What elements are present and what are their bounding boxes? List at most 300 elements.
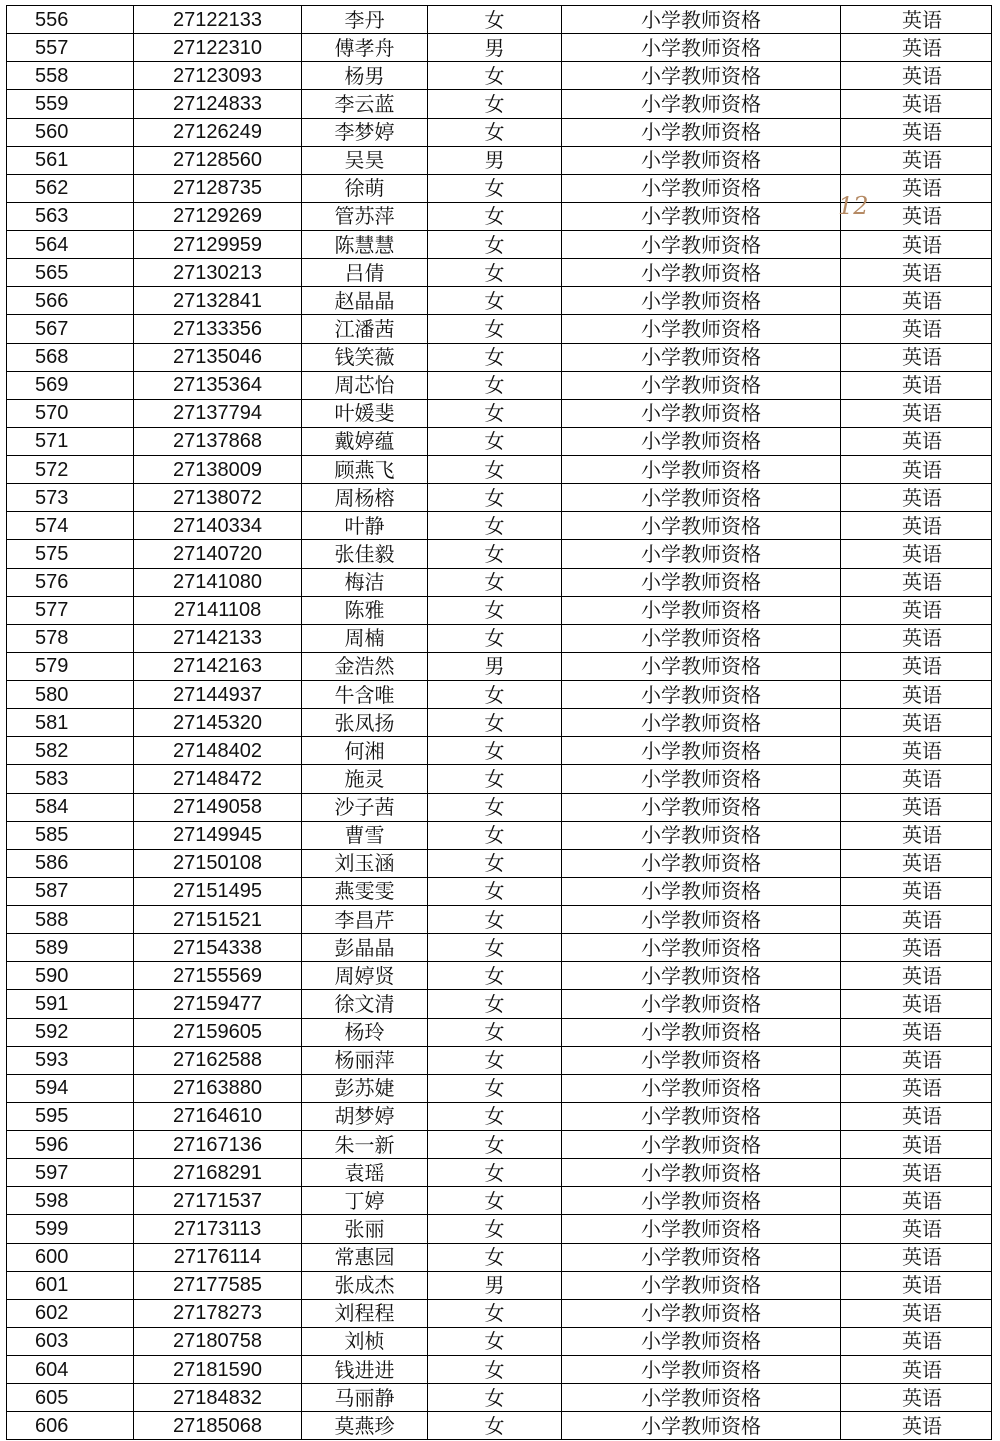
exam-number-cell: 27167136 bbox=[134, 1131, 302, 1159]
name-cell: 戴婷蕴 bbox=[302, 427, 428, 455]
name-cell: 李云蓝 bbox=[302, 90, 428, 118]
gender-cell: 女 bbox=[428, 596, 562, 624]
qualification-cell: 小学教师资格 bbox=[562, 681, 841, 709]
name-cell: 袁瑶 bbox=[302, 1159, 428, 1187]
qualification-cell: 小学教师资格 bbox=[562, 990, 841, 1018]
name-cell: 刘玉涵 bbox=[302, 849, 428, 877]
table-row bbox=[7, 343, 992, 371]
row-index-cell: 580 bbox=[7, 681, 134, 709]
exam-number-cell: 27132841 bbox=[134, 287, 302, 315]
exam-number-cell: 27141080 bbox=[134, 568, 302, 596]
name-cell: 李昌芹 bbox=[302, 906, 428, 934]
subject-cell: 英语 bbox=[841, 596, 992, 624]
subject-cell: 英语 bbox=[841, 1271, 992, 1299]
gender-cell: 女 bbox=[428, 849, 562, 877]
name-cell: 赵晶晶 bbox=[302, 287, 428, 315]
table-row bbox=[7, 877, 992, 905]
gender-cell: 女 bbox=[428, 709, 562, 737]
qualification-cell: 小学教师资格 bbox=[562, 1131, 841, 1159]
gender-cell: 男 bbox=[428, 146, 562, 174]
table-row bbox=[7, 371, 992, 399]
qualification-cell: 小学教师资格 bbox=[562, 62, 841, 90]
table-row bbox=[7, 90, 992, 118]
qualification-cell: 小学教师资格 bbox=[562, 540, 841, 568]
gender-cell: 女 bbox=[428, 1356, 562, 1384]
row-index-cell: 558 bbox=[7, 62, 134, 90]
exam-number-cell: 27154338 bbox=[134, 934, 302, 962]
qualification-cell: 小学教师资格 bbox=[562, 1243, 841, 1271]
qualification-cell: 小学教师资格 bbox=[562, 343, 841, 371]
name-cell: 丁婷 bbox=[302, 1187, 428, 1215]
name-cell: 李丹 bbox=[302, 6, 428, 34]
subject-cell: 英语 bbox=[841, 146, 992, 174]
row-index-cell: 605 bbox=[7, 1384, 134, 1412]
table-row bbox=[7, 737, 992, 765]
name-cell: 杨男 bbox=[302, 62, 428, 90]
exam-number-cell: 27180758 bbox=[134, 1327, 302, 1355]
gender-cell: 女 bbox=[428, 343, 562, 371]
table-row bbox=[7, 596, 992, 624]
gender-cell: 女 bbox=[428, 287, 562, 315]
name-cell: 杨丽萍 bbox=[302, 1046, 428, 1074]
row-index-cell: 570 bbox=[7, 399, 134, 427]
name-cell: 徐文清 bbox=[302, 990, 428, 1018]
gender-cell: 女 bbox=[428, 259, 562, 287]
table-row bbox=[7, 1327, 992, 1355]
name-cell: 刘桢 bbox=[302, 1327, 428, 1355]
row-index-cell: 588 bbox=[7, 906, 134, 934]
gender-cell: 女 bbox=[428, 681, 562, 709]
gender-cell: 女 bbox=[428, 62, 562, 90]
row-index-cell: 562 bbox=[7, 174, 134, 202]
subject-cell: 英语 bbox=[841, 287, 992, 315]
name-cell: 李梦婷 bbox=[302, 118, 428, 146]
table-row bbox=[7, 512, 992, 540]
qualification-cell: 小学教师资格 bbox=[562, 737, 841, 765]
qualification-cell: 小学教师资格 bbox=[562, 118, 841, 146]
table-row bbox=[7, 202, 992, 230]
exam-number-cell: 27181590 bbox=[134, 1356, 302, 1384]
table-row bbox=[7, 652, 992, 680]
subject-cell: 英语 bbox=[841, 1412, 992, 1440]
gender-cell: 女 bbox=[428, 315, 562, 343]
roster-table-body bbox=[7, 6, 992, 1440]
exam-number-cell: 27168291 bbox=[134, 1159, 302, 1187]
exam-number-cell: 27184832 bbox=[134, 1384, 302, 1412]
subject-cell: 英语 bbox=[841, 1102, 992, 1130]
subject-cell: 英语 bbox=[841, 456, 992, 484]
gender-cell: 女 bbox=[428, 1131, 562, 1159]
subject-cell: 英语 bbox=[841, 793, 992, 821]
name-cell: 吕倩 bbox=[302, 259, 428, 287]
subject-cell: 英语 bbox=[841, 1018, 992, 1046]
subject-cell: 英语 bbox=[841, 231, 992, 259]
name-cell: 张佳毅 bbox=[302, 540, 428, 568]
row-index-cell: 577 bbox=[7, 596, 134, 624]
qualification-cell: 小学教师资格 bbox=[562, 652, 841, 680]
gender-cell: 女 bbox=[428, 1327, 562, 1355]
name-cell: 沙子茜 bbox=[302, 793, 428, 821]
exam-number-cell: 27148402 bbox=[134, 737, 302, 765]
row-index-cell: 571 bbox=[7, 427, 134, 455]
table-row bbox=[7, 484, 992, 512]
gender-cell: 女 bbox=[428, 737, 562, 765]
row-index-cell: 565 bbox=[7, 259, 134, 287]
name-cell: 陈慧慧 bbox=[302, 231, 428, 259]
subject-cell: 英语 bbox=[841, 174, 992, 202]
subject-cell: 英语 bbox=[841, 1131, 992, 1159]
table-row bbox=[7, 624, 992, 652]
subject-cell: 英语 bbox=[841, 1384, 992, 1412]
qualification-cell: 小学教师资格 bbox=[562, 1356, 841, 1384]
table-row bbox=[7, 259, 992, 287]
name-cell: 顾燕飞 bbox=[302, 456, 428, 484]
exam-number-cell: 27129269 bbox=[134, 202, 302, 230]
row-index-cell: 601 bbox=[7, 1271, 134, 1299]
subject-cell: 英语 bbox=[841, 652, 992, 680]
subject-cell: 英语 bbox=[841, 821, 992, 849]
table-row bbox=[7, 1384, 992, 1412]
roster-table bbox=[6, 5, 992, 1440]
row-index-cell: 598 bbox=[7, 1187, 134, 1215]
subject-cell: 英语 bbox=[841, 624, 992, 652]
qualification-cell: 小学教师资格 bbox=[562, 399, 841, 427]
subject-cell: 英语 bbox=[841, 737, 992, 765]
row-index-cell: 561 bbox=[7, 146, 134, 174]
exam-number-cell: 27140334 bbox=[134, 512, 302, 540]
qualification-cell: 小学教师资格 bbox=[562, 624, 841, 652]
gender-cell: 女 bbox=[428, 484, 562, 512]
row-index-cell: 587 bbox=[7, 877, 134, 905]
gender-cell: 女 bbox=[428, 934, 562, 962]
subject-cell: 英语 bbox=[841, 371, 992, 399]
exam-number-cell: 27163880 bbox=[134, 1074, 302, 1102]
name-cell: 钱进进 bbox=[302, 1356, 428, 1384]
exam-number-cell: 27135046 bbox=[134, 343, 302, 371]
page-number: 12 bbox=[838, 192, 869, 220]
exam-number-cell: 27162588 bbox=[134, 1046, 302, 1074]
gender-cell: 女 bbox=[428, 399, 562, 427]
qualification-cell: 小学教师资格 bbox=[562, 962, 841, 990]
exam-number-cell: 27128735 bbox=[134, 174, 302, 202]
table-row bbox=[7, 1131, 992, 1159]
gender-cell: 女 bbox=[428, 906, 562, 934]
subject-cell: 英语 bbox=[841, 877, 992, 905]
gender-cell: 女 bbox=[428, 990, 562, 1018]
name-cell: 牛含唯 bbox=[302, 681, 428, 709]
gender-cell: 女 bbox=[428, 1187, 562, 1215]
subject-cell: 英语 bbox=[841, 1074, 992, 1102]
table-row bbox=[7, 765, 992, 793]
exam-number-cell: 27122133 bbox=[134, 6, 302, 34]
name-cell: 张成杰 bbox=[302, 1271, 428, 1299]
subject-cell: 英语 bbox=[841, 765, 992, 793]
exam-number-cell: 27142163 bbox=[134, 652, 302, 680]
subject-cell: 英语 bbox=[841, 906, 992, 934]
name-cell: 杨玲 bbox=[302, 1018, 428, 1046]
qualification-cell: 小学教师资格 bbox=[562, 1384, 841, 1412]
qualification-cell: 小学教师资格 bbox=[562, 1187, 841, 1215]
exam-number-cell: 27144937 bbox=[134, 681, 302, 709]
gender-cell: 女 bbox=[428, 765, 562, 793]
name-cell: 周楠 bbox=[302, 624, 428, 652]
gender-cell: 女 bbox=[428, 231, 562, 259]
subject-cell: 英语 bbox=[841, 849, 992, 877]
exam-number-cell: 27171537 bbox=[134, 1187, 302, 1215]
subject-cell: 英语 bbox=[841, 343, 992, 371]
row-index-cell: 584 bbox=[7, 793, 134, 821]
subject-cell: 英语 bbox=[841, 934, 992, 962]
gender-cell: 女 bbox=[428, 1102, 562, 1130]
row-index-cell: 597 bbox=[7, 1159, 134, 1187]
row-index-cell: 585 bbox=[7, 821, 134, 849]
row-index-cell: 599 bbox=[7, 1215, 134, 1243]
qualification-cell: 小学教师资格 bbox=[562, 793, 841, 821]
subject-cell: 英语 bbox=[841, 540, 992, 568]
subject-cell: 英语 bbox=[841, 399, 992, 427]
qualification-cell: 小学教师资格 bbox=[562, 1412, 841, 1440]
gender-cell: 女 bbox=[428, 1299, 562, 1327]
table-row bbox=[7, 62, 992, 90]
subject-cell: 英语 bbox=[841, 1046, 992, 1074]
roster-sheet bbox=[6, 5, 992, 1440]
gender-cell: 女 bbox=[428, 1018, 562, 1046]
exam-number-cell: 27141108 bbox=[134, 596, 302, 624]
table-row bbox=[7, 1187, 992, 1215]
name-cell: 张凤扬 bbox=[302, 709, 428, 737]
exam-number-cell: 27126249 bbox=[134, 118, 302, 146]
exam-number-cell: 27150108 bbox=[134, 849, 302, 877]
gender-cell: 男 bbox=[428, 652, 562, 680]
exam-number-cell: 27177585 bbox=[134, 1271, 302, 1299]
row-index-cell: 596 bbox=[7, 1131, 134, 1159]
table-row bbox=[7, 1215, 992, 1243]
exam-number-cell: 27138009 bbox=[134, 456, 302, 484]
qualification-cell: 小学教师资格 bbox=[562, 202, 841, 230]
name-cell: 金浩然 bbox=[302, 652, 428, 680]
subject-cell: 英语 bbox=[841, 427, 992, 455]
table-row bbox=[7, 118, 992, 146]
qualification-cell: 小学教师资格 bbox=[562, 259, 841, 287]
name-cell: 胡梦婷 bbox=[302, 1102, 428, 1130]
subject-cell: 英语 bbox=[841, 315, 992, 343]
exam-number-cell: 27128560 bbox=[134, 146, 302, 174]
table-row bbox=[7, 1243, 992, 1271]
qualification-cell: 小学教师资格 bbox=[562, 821, 841, 849]
qualification-cell: 小学教师资格 bbox=[562, 934, 841, 962]
gender-cell: 女 bbox=[428, 1243, 562, 1271]
qualification-cell: 小学教师资格 bbox=[562, 765, 841, 793]
row-index-cell: 576 bbox=[7, 568, 134, 596]
qualification-cell: 小学教师资格 bbox=[562, 709, 841, 737]
table-row bbox=[7, 1271, 992, 1299]
gender-cell: 女 bbox=[428, 793, 562, 821]
exam-number-cell: 27137794 bbox=[134, 399, 302, 427]
table-row bbox=[7, 793, 992, 821]
table-row bbox=[7, 1074, 992, 1102]
exam-number-cell: 27137868 bbox=[134, 427, 302, 455]
qualification-cell: 小学教师资格 bbox=[562, 1018, 841, 1046]
name-cell: 周杨榕 bbox=[302, 484, 428, 512]
row-index-cell: 556 bbox=[7, 6, 134, 34]
table-row bbox=[7, 1159, 992, 1187]
gender-cell: 女 bbox=[428, 1412, 562, 1440]
row-index-cell: 583 bbox=[7, 765, 134, 793]
qualification-cell: 小学教师资格 bbox=[562, 1102, 841, 1130]
name-cell: 马丽静 bbox=[302, 1384, 428, 1412]
table-row bbox=[7, 540, 992, 568]
qualification-cell: 小学教师资格 bbox=[562, 1074, 841, 1102]
qualification-cell: 小学教师资格 bbox=[562, 287, 841, 315]
name-cell: 梅洁 bbox=[302, 568, 428, 596]
name-cell: 管苏萍 bbox=[302, 202, 428, 230]
name-cell: 陈雅 bbox=[302, 596, 428, 624]
row-index-cell: 604 bbox=[7, 1356, 134, 1384]
exam-number-cell: 27151495 bbox=[134, 877, 302, 905]
exam-number-cell: 27185068 bbox=[134, 1412, 302, 1440]
gender-cell: 女 bbox=[428, 6, 562, 34]
gender-cell: 女 bbox=[428, 90, 562, 118]
row-index-cell: 582 bbox=[7, 737, 134, 765]
name-cell: 何湘 bbox=[302, 737, 428, 765]
row-index-cell: 560 bbox=[7, 118, 134, 146]
table-row bbox=[7, 990, 992, 1018]
qualification-cell: 小学教师资格 bbox=[562, 484, 841, 512]
exam-number-cell: 27178273 bbox=[134, 1299, 302, 1327]
subject-cell: 英语 bbox=[841, 1243, 992, 1271]
row-index-cell: 572 bbox=[7, 456, 134, 484]
exam-number-cell: 27149058 bbox=[134, 793, 302, 821]
gender-cell: 女 bbox=[428, 624, 562, 652]
gender-cell: 女 bbox=[428, 1159, 562, 1187]
row-index-cell: 557 bbox=[7, 34, 134, 62]
qualification-cell: 小学教师资格 bbox=[562, 1159, 841, 1187]
name-cell: 周婷贤 bbox=[302, 962, 428, 990]
name-cell: 江潘茜 bbox=[302, 315, 428, 343]
row-index-cell: 566 bbox=[7, 287, 134, 315]
qualification-cell: 小学教师资格 bbox=[562, 1046, 841, 1074]
subject-cell: 英语 bbox=[841, 118, 992, 146]
row-index-cell: 564 bbox=[7, 231, 134, 259]
table-row bbox=[7, 399, 992, 427]
subject-cell: 英语 bbox=[841, 709, 992, 737]
qualification-cell: 小学教师资格 bbox=[562, 1271, 841, 1299]
qualification-cell: 小学教师资格 bbox=[562, 596, 841, 624]
row-index-cell: 603 bbox=[7, 1327, 134, 1355]
row-index-cell: 595 bbox=[7, 1102, 134, 1130]
subject-cell: 英语 bbox=[841, 1215, 992, 1243]
qualification-cell: 小学教师资格 bbox=[562, 512, 841, 540]
gender-cell: 女 bbox=[428, 540, 562, 568]
subject-cell: 英语 bbox=[841, 1299, 992, 1327]
gender-cell: 女 bbox=[428, 877, 562, 905]
row-index-cell: 559 bbox=[7, 90, 134, 118]
gender-cell: 女 bbox=[428, 1046, 562, 1074]
subject-cell: 英语 bbox=[841, 202, 992, 230]
table-row bbox=[7, 1102, 992, 1130]
row-index-cell: 579 bbox=[7, 652, 134, 680]
exam-number-cell: 27138072 bbox=[134, 484, 302, 512]
subject-cell: 英语 bbox=[841, 1327, 992, 1355]
subject-cell: 英语 bbox=[841, 34, 992, 62]
qualification-cell: 小学教师资格 bbox=[562, 34, 841, 62]
row-index-cell: 573 bbox=[7, 484, 134, 512]
qualification-cell: 小学教师资格 bbox=[562, 427, 841, 455]
exam-number-cell: 27142133 bbox=[134, 624, 302, 652]
qualification-cell: 小学教师资格 bbox=[562, 906, 841, 934]
name-cell: 施灵 bbox=[302, 765, 428, 793]
row-index-cell: 590 bbox=[7, 962, 134, 990]
row-index-cell: 602 bbox=[7, 1299, 134, 1327]
gender-cell: 女 bbox=[428, 1074, 562, 1102]
qualification-cell: 小学教师资格 bbox=[562, 1215, 841, 1243]
row-index-cell: 606 bbox=[7, 1412, 134, 1440]
exam-number-cell: 27124833 bbox=[134, 90, 302, 118]
gender-cell: 女 bbox=[428, 456, 562, 484]
subject-cell: 英语 bbox=[841, 1356, 992, 1384]
subject-cell: 英语 bbox=[841, 990, 992, 1018]
table-row bbox=[7, 1046, 992, 1074]
table-row bbox=[7, 568, 992, 596]
row-index-cell: 567 bbox=[7, 315, 134, 343]
exam-number-cell: 27130213 bbox=[134, 259, 302, 287]
subject-cell: 英语 bbox=[841, 568, 992, 596]
subject-cell: 英语 bbox=[841, 1187, 992, 1215]
row-index-cell: 568 bbox=[7, 343, 134, 371]
row-index-cell: 593 bbox=[7, 1046, 134, 1074]
table-row bbox=[7, 287, 992, 315]
subject-cell: 英语 bbox=[841, 681, 992, 709]
table-row bbox=[7, 231, 992, 259]
exam-number-cell: 27176114 bbox=[134, 1243, 302, 1271]
qualification-cell: 小学教师资格 bbox=[562, 6, 841, 34]
row-index-cell: 574 bbox=[7, 512, 134, 540]
subject-cell: 英语 bbox=[841, 484, 992, 512]
table-row bbox=[7, 1018, 992, 1046]
qualification-cell: 小学教师资格 bbox=[562, 146, 841, 174]
table-row bbox=[7, 681, 992, 709]
subject-cell: 英语 bbox=[841, 1159, 992, 1187]
row-index-cell: 600 bbox=[7, 1243, 134, 1271]
subject-cell: 英语 bbox=[841, 962, 992, 990]
subject-cell: 英语 bbox=[841, 90, 992, 118]
subject-cell: 英语 bbox=[841, 512, 992, 540]
table-row bbox=[7, 1356, 992, 1384]
gender-cell: 女 bbox=[428, 118, 562, 146]
name-cell: 曹雪 bbox=[302, 821, 428, 849]
qualification-cell: 小学教师资格 bbox=[562, 456, 841, 484]
name-cell: 钱笑薇 bbox=[302, 343, 428, 371]
row-index-cell: 589 bbox=[7, 934, 134, 962]
qualification-cell: 小学教师资格 bbox=[562, 315, 841, 343]
gender-cell: 男 bbox=[428, 1271, 562, 1299]
exam-number-cell: 27148472 bbox=[134, 765, 302, 793]
exam-number-cell: 27140720 bbox=[134, 540, 302, 568]
table-row bbox=[7, 34, 992, 62]
table-row bbox=[7, 906, 992, 934]
table-row bbox=[7, 1412, 992, 1440]
row-index-cell: 578 bbox=[7, 624, 134, 652]
gender-cell: 女 bbox=[428, 202, 562, 230]
qualification-cell: 小学教师资格 bbox=[562, 1327, 841, 1355]
exam-number-cell: 27122310 bbox=[134, 34, 302, 62]
gender-cell: 女 bbox=[428, 568, 562, 596]
gender-cell: 女 bbox=[428, 512, 562, 540]
table-row bbox=[7, 709, 992, 737]
table-row bbox=[7, 1299, 992, 1327]
exam-number-cell: 27159477 bbox=[134, 990, 302, 1018]
name-cell: 常惠园 bbox=[302, 1243, 428, 1271]
